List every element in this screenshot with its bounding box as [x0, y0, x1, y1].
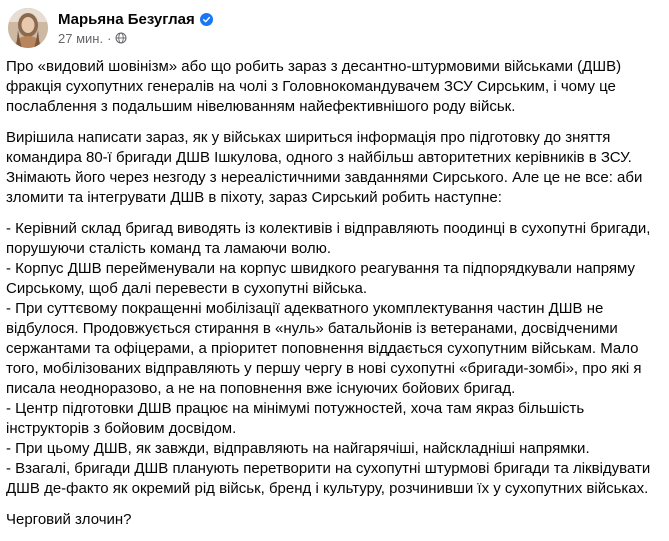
list-item: - Взагалі, бригади ДШВ планують перетворити на сухопутні штурмові бригади та ліквідувати ДШВ де-факто як окремий рід військ, бренд і культуру, розчинивши їх у сухопутних військах.: [6, 460, 651, 497]
post-meta: [58, 11, 213, 46]
post-list: [6, 219, 656, 499]
verified-badge-icon: [200, 13, 213, 26]
post-paragraph-intro: Про «видовий шовінізм» або що робить зараз з десантно-штурмовими військами (ДШВ) фракція сухопутних генералів на чолі з Головнокомандувачем ЗСУ Сирським, і чому це послаблення з подальшим нівелюванням найефективнішого роду військ.: [6, 58, 622, 115]
list-item: - Центр підготовки ДШВ працює на мінімумі потужностей, хоча там якраз більшість інструкторів з бойовим досвідом.: [6, 400, 585, 437]
list-item: - Корпус ДШВ перейменували на корпус швидкого реагування та підпорядкували напряму Сирському, щоб далі перевести в сухопутні війська.: [6, 260, 636, 297]
author-row: [58, 11, 213, 29]
post-header: [8, 8, 213, 48]
avatar-photo-icon: [8, 8, 48, 48]
author-avatar[interactable]: [8, 8, 48, 48]
globe-icon[interactable]: [115, 32, 127, 44]
post-timestamp[interactable]: 27 мин.: [58, 30, 104, 46]
post-time-row: [58, 31, 213, 46]
post-body: [6, 57, 656, 541]
post-paragraph-context: Вирішила написати зараз, як у військах шириться інформація про підготовку до зняття командира 80-ї бригади ДШВ Ішкулова, одного з найбільш авторитетних керівників в ЗСУ. Знімають його через незгоду з нереалістичними завданнями Сирського. Але це не все: аби зломити та інтегрувати ДШВ в піхоту, зараз Сирський робить наступне:: [6, 129, 643, 206]
post-closing: Черговий злочин?: [6, 511, 132, 528]
list-item: - При суттєвому покращенні мобілізації адекватного укомплектування частин ДШВ не відбулося. Продовжується стирання в «нуль» батальйонів із ветеранами, досвідченими сержантами та офіцерами, а пріоритет поповнення віддається сухопутним військам. Мало того, мобілізованих відправляють у першу чергу в нові сухопутні «бригади-зомбі», про які я писала неодноразово, а не на поповнення вже існуючих бойових бригад.: [6, 300, 642, 397]
author-name[interactable]: Марьяна Безуглая: [58, 10, 195, 28]
meta-separator: ·: [107, 30, 112, 46]
list-item: - Керівний склад бригад виводять із колективів і відправляють поодинці в сухопутні бригади, порушуючи сталість команд та ламаючи волю.: [6, 220, 651, 257]
list-item: - При цьому ДШВ, як завжди, відправляють на найгарячіші, найскладніші напрямки.: [6, 440, 590, 457]
